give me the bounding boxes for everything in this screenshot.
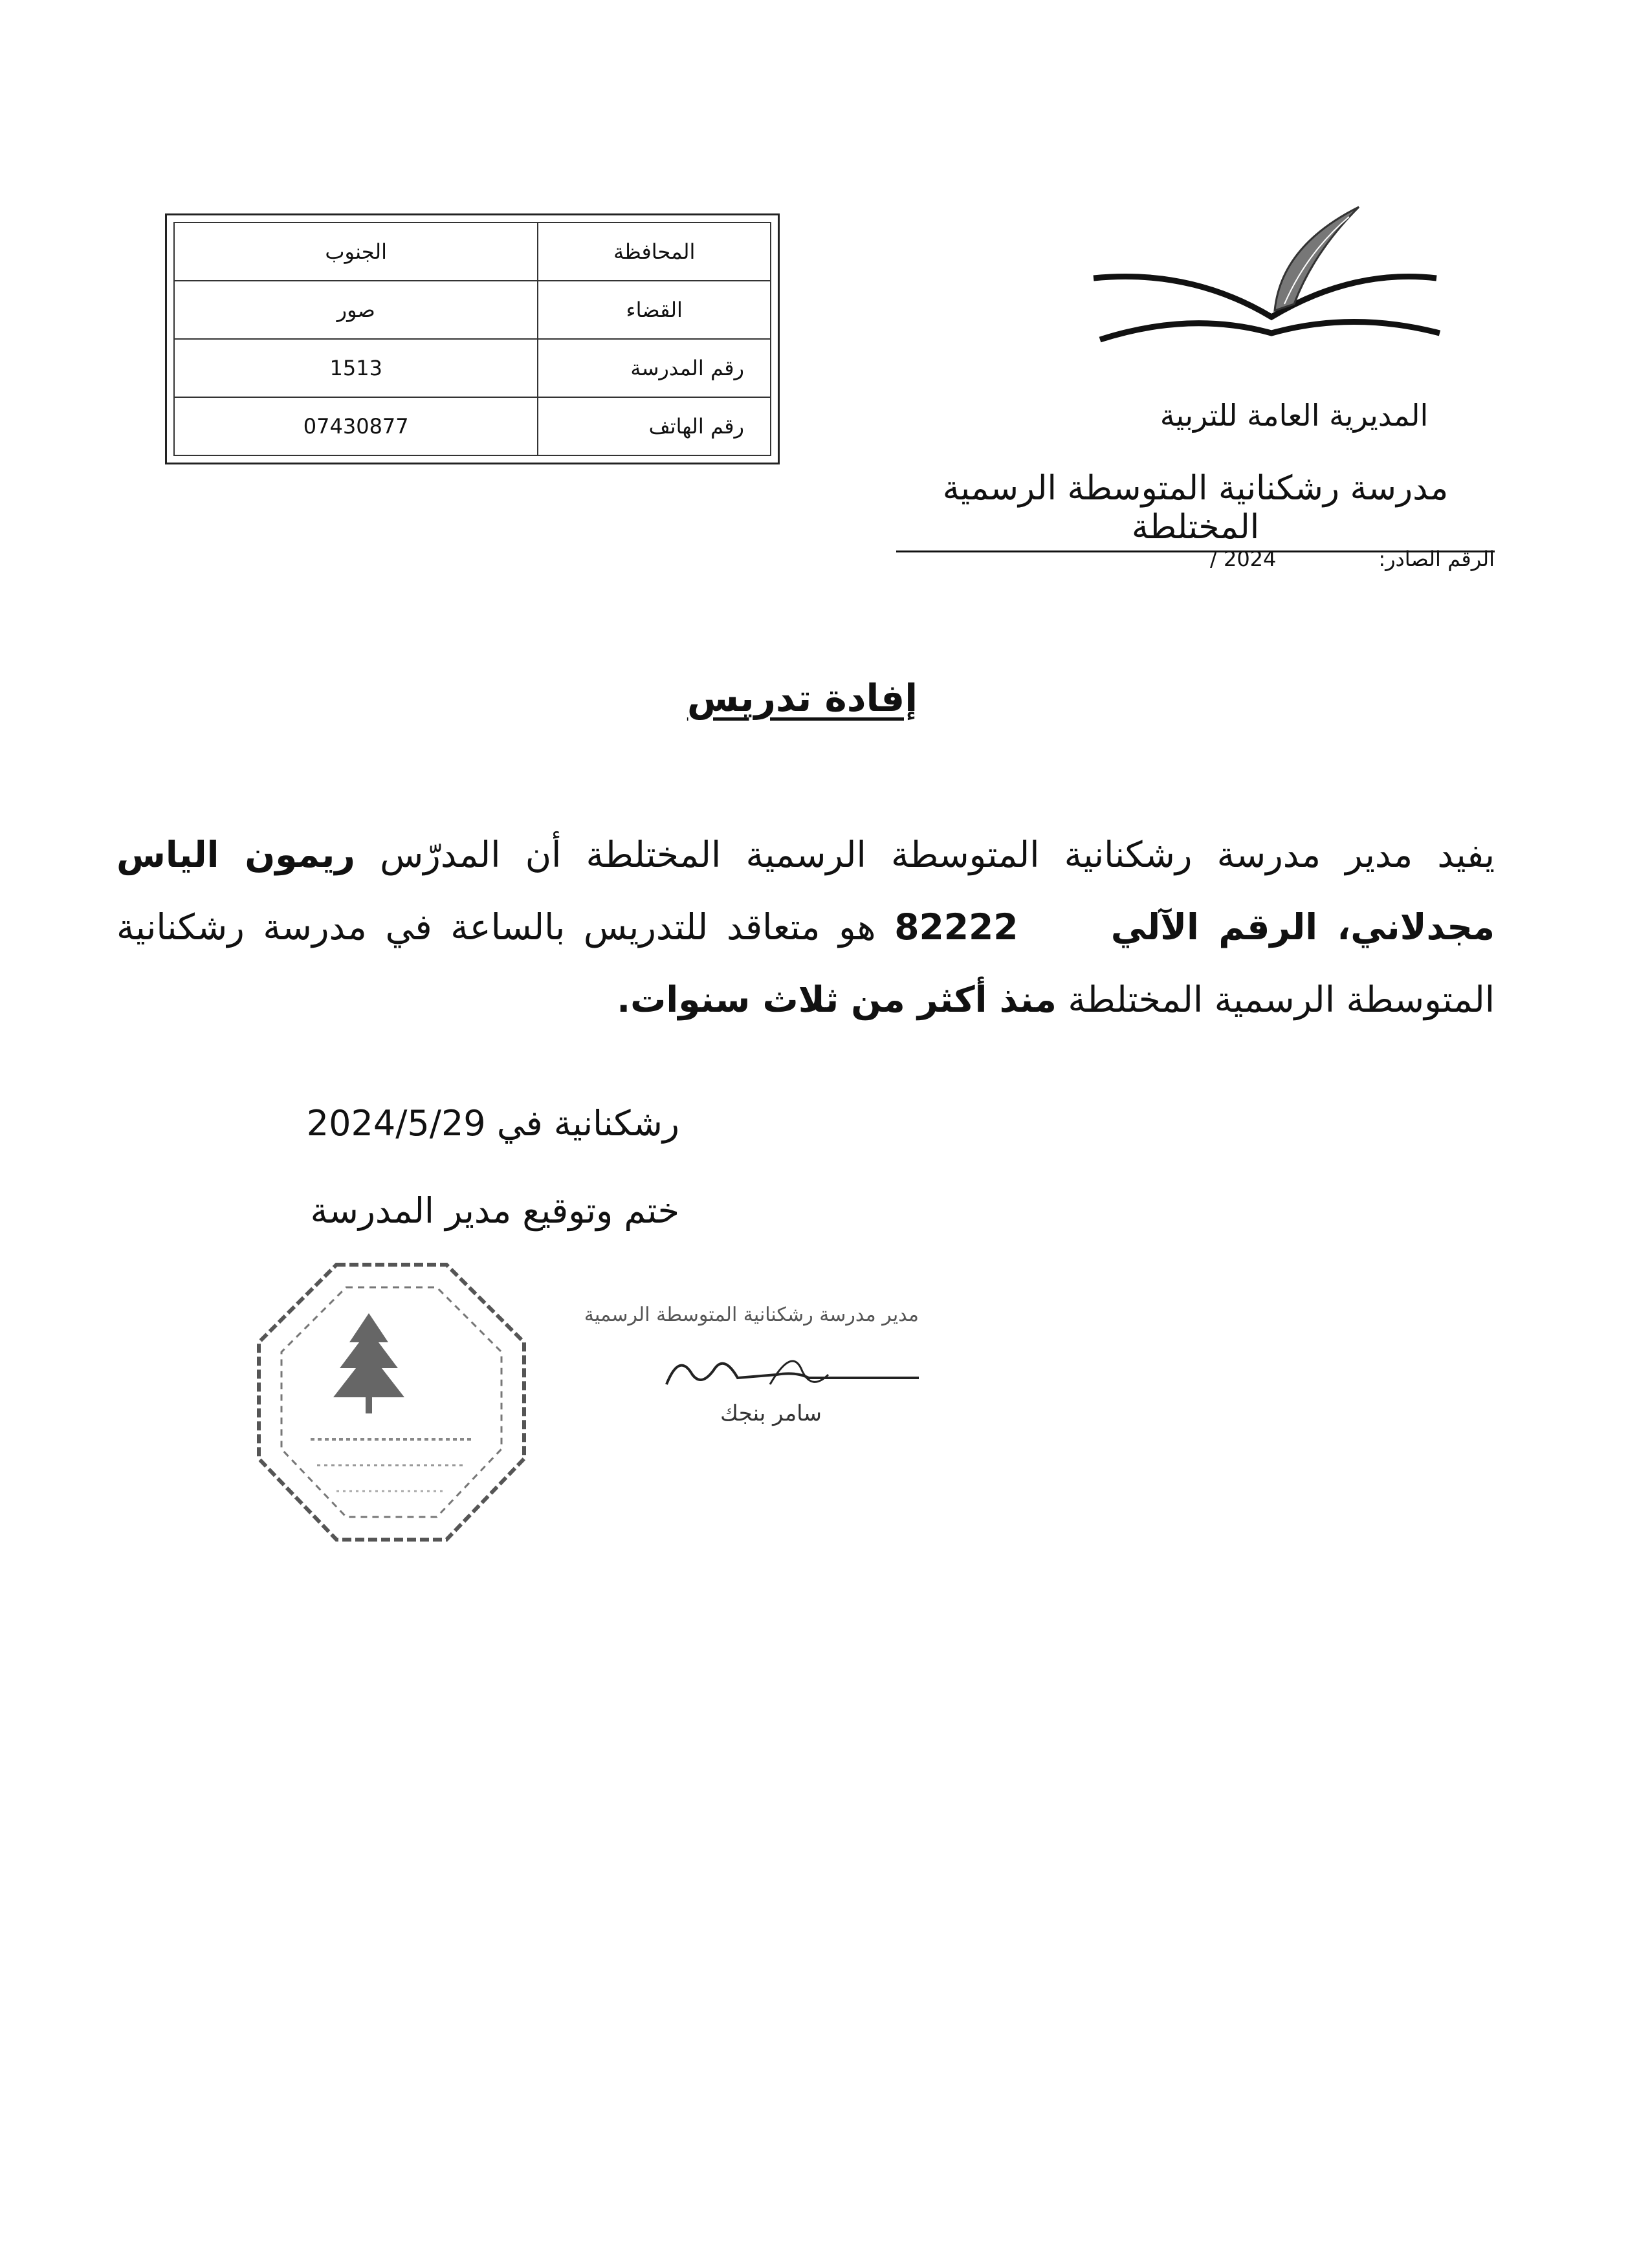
school-number-label: رقم المدرسة [538, 339, 771, 397]
governorate-label: المحافظة [538, 223, 771, 281]
issue-date: رشكنانية في 2024/5/29 [306, 1103, 679, 1144]
table-row [174, 339, 771, 397]
directorate-name: المديرية العامة للتربية [1160, 398, 1429, 433]
reference-label: الرقم الصادر: [1378, 547, 1495, 571]
body-contract: هو متعاقد للتدريس بالساعة في مدرسة رشكنانية المتوسطة الرسمية المختلطة [116, 906, 1495, 1020]
official-stamp-icon [239, 1252, 544, 1556]
district-value: صور [174, 281, 538, 339]
phone-value: 07430877 [174, 397, 538, 455]
teacher-id: 82222 [894, 906, 1018, 948]
table-row [174, 223, 771, 281]
phone-label: رقم الهاتف [538, 397, 771, 455]
table-row [174, 281, 771, 339]
school-number-value: 1513 [174, 339, 538, 397]
reference-value: / 2024 [1210, 547, 1277, 571]
district-label: القضاء [538, 281, 771, 339]
governorate-value: الجنوب [174, 223, 538, 281]
table-row [174, 397, 771, 455]
teacher-name: ريمون الياس مجدلاني، الرقم الآلي [116, 834, 1495, 948]
service-duration: منذ أكثر من ثلاث سنوات. [617, 979, 1057, 1020]
principal-name: سامر بنجك [720, 1401, 822, 1426]
school-info-table [165, 213, 780, 464]
handwritten-signature-icon [654, 1339, 925, 1397]
sign-instruction: ختم وتوقيع مدير المدرسة [310, 1190, 679, 1231]
principal-title: مدير مدرسة رشكنانية المتوسطة الرسمية [584, 1303, 919, 1326]
document-title: إفادة تدريس [687, 676, 918, 720]
ministry-logo-icon [1087, 194, 1449, 356]
school-name: مدرسة رشكنانية المتوسطة الرسمية المختلطة [896, 469, 1495, 552]
body-intro: يفيد مدير مدرسة رشكنانية المتوسطة الرسمية المختلطة أن المدرّس [355, 834, 1495, 875]
principal-signature-block [556, 1303, 919, 1459]
certificate-body [116, 818, 1495, 1036]
